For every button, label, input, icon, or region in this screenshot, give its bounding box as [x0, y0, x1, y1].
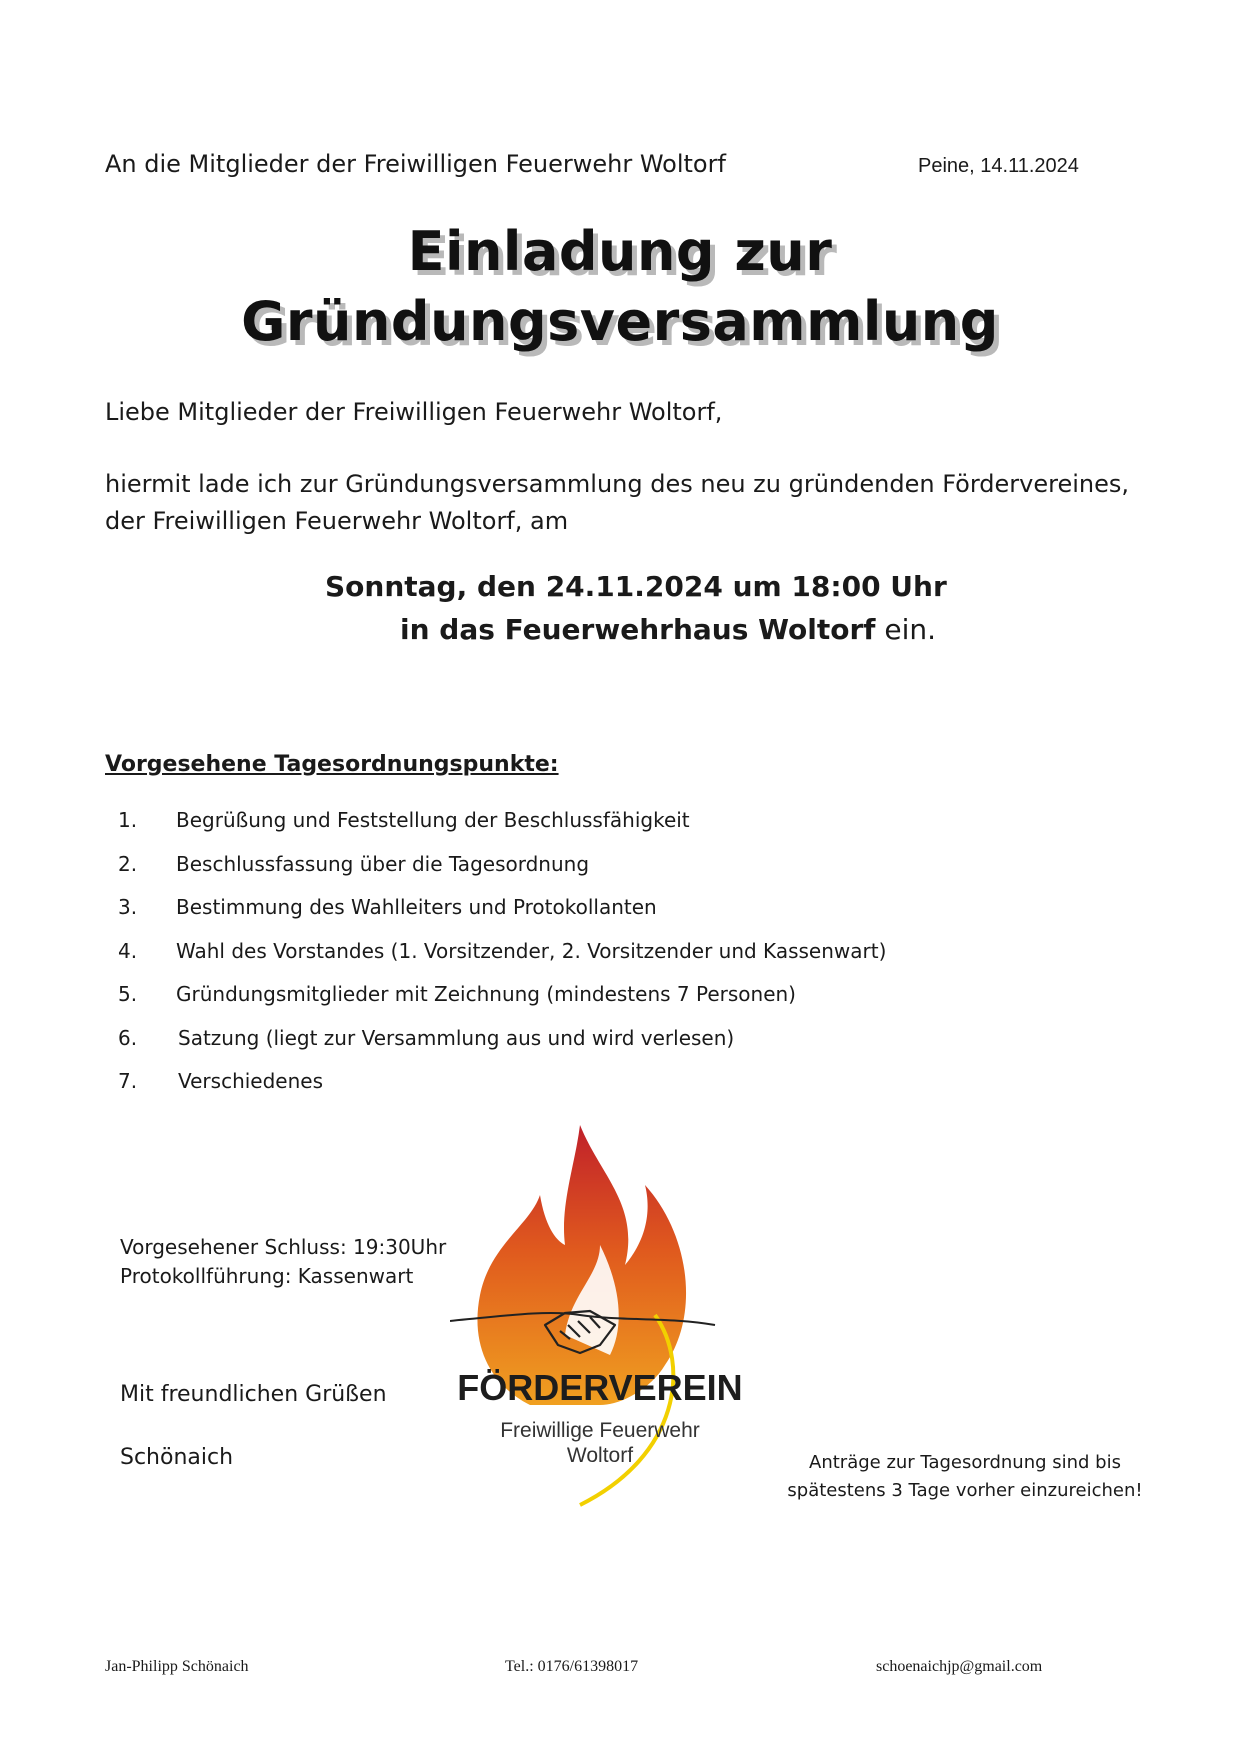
minutes-taker: Protokollführung: Kassenwart [120, 1264, 414, 1288]
logo-subtitle-2: Woltorf [566, 1444, 634, 1467]
agenda-item-text: Satzung (liegt zur Versammlung aus und wird verlesen) [178, 1025, 735, 1050]
footer-phone: Tel.: 0176/61398017 [505, 1658, 639, 1675]
footer-name: Jan-Philipp Schönaich [105, 1658, 249, 1675]
agenda-item-text: Bestimmung des Wahlleiters und Protokollanten [176, 895, 657, 919]
agenda-item-number: 5. [118, 982, 138, 1006]
signature: Schönaich [120, 1445, 234, 1470]
agenda-item-number: 3. [118, 895, 138, 919]
agenda-item-number: 6. [118, 1025, 138, 1050]
salutation: Liebe Mitglieder der Freiwilligen Feuerwehr Woltorf, [105, 398, 723, 426]
title-line-2: Gründungsversammlung [241, 290, 999, 353]
agenda-item-text: Beschlussfassung über die Tagesordnung [176, 851, 590, 876]
event-location-bold: in das Feuerwehrhaus Woltorf [400, 613, 876, 646]
end-time: Vorgesehener Schluss: 19:30Uhr [120, 1235, 447, 1259]
footer-email: schoenaichjp@gmail.com [876, 1658, 1043, 1675]
agenda-item-number: 1. [118, 808, 138, 832]
place-date: Peine, 14.11.2024 [918, 155, 1079, 177]
closing-info [120, 1233, 446, 1291]
event-location-rest: ein. [875, 613, 937, 646]
agenda-heading: Vorgesehene Tagesordnungspunkte: [105, 752, 559, 777]
event-date-time: Sonntag, den 24.11.2024 um 18:00 Uhr [325, 570, 947, 603]
title-line-1: Einladung zur [407, 220, 833, 283]
agenda-item-text: Begrüßung und Feststellung der Beschlussfähigkeit [176, 808, 690, 832]
agenda-item-text: Wahl des Vorstandes (1. Vorsitzender, 2. Vorsitzender und Kassenwart) [176, 938, 887, 963]
note-line-2: spätestens 3 Tage vorher einzureichen! [787, 1480, 1143, 1501]
logo-subtitle-1: Freiwillige Feuerwehr [500, 1419, 700, 1442]
agenda-item-text: Gründungsmitglieder mit Zeichnung (mindestens 7 Personen) [176, 982, 796, 1006]
note-line-1: Anträge zur Tagesordnung sind bis [809, 1452, 1121, 1473]
agenda-item-text: Verschiedenes [178, 1069, 324, 1093]
submission-note [780, 1449, 1150, 1505]
event-location [400, 613, 936, 646]
intro-paragraph: hiermit lade ich zur Gründungsversammlung des neu zu gründenden Fördervereines, der Freiwilligen Feuerwehr Woltorf, am [105, 470, 1129, 535]
flame-handshake-logo-icon [450, 1125, 750, 1515]
logo-name: FÖRDERVEREIN [457, 1367, 743, 1408]
agenda-item-number: 7. [118, 1069, 138, 1093]
recipient-line: An die Mitglieder der Freiwilligen Feuerwehr Woltorf [105, 150, 726, 178]
agenda-item-number: 2. [118, 851, 138, 876]
greeting: Mit freundlichen Grüßen [120, 1382, 387, 1407]
agenda-item-number: 4. [118, 938, 138, 963]
